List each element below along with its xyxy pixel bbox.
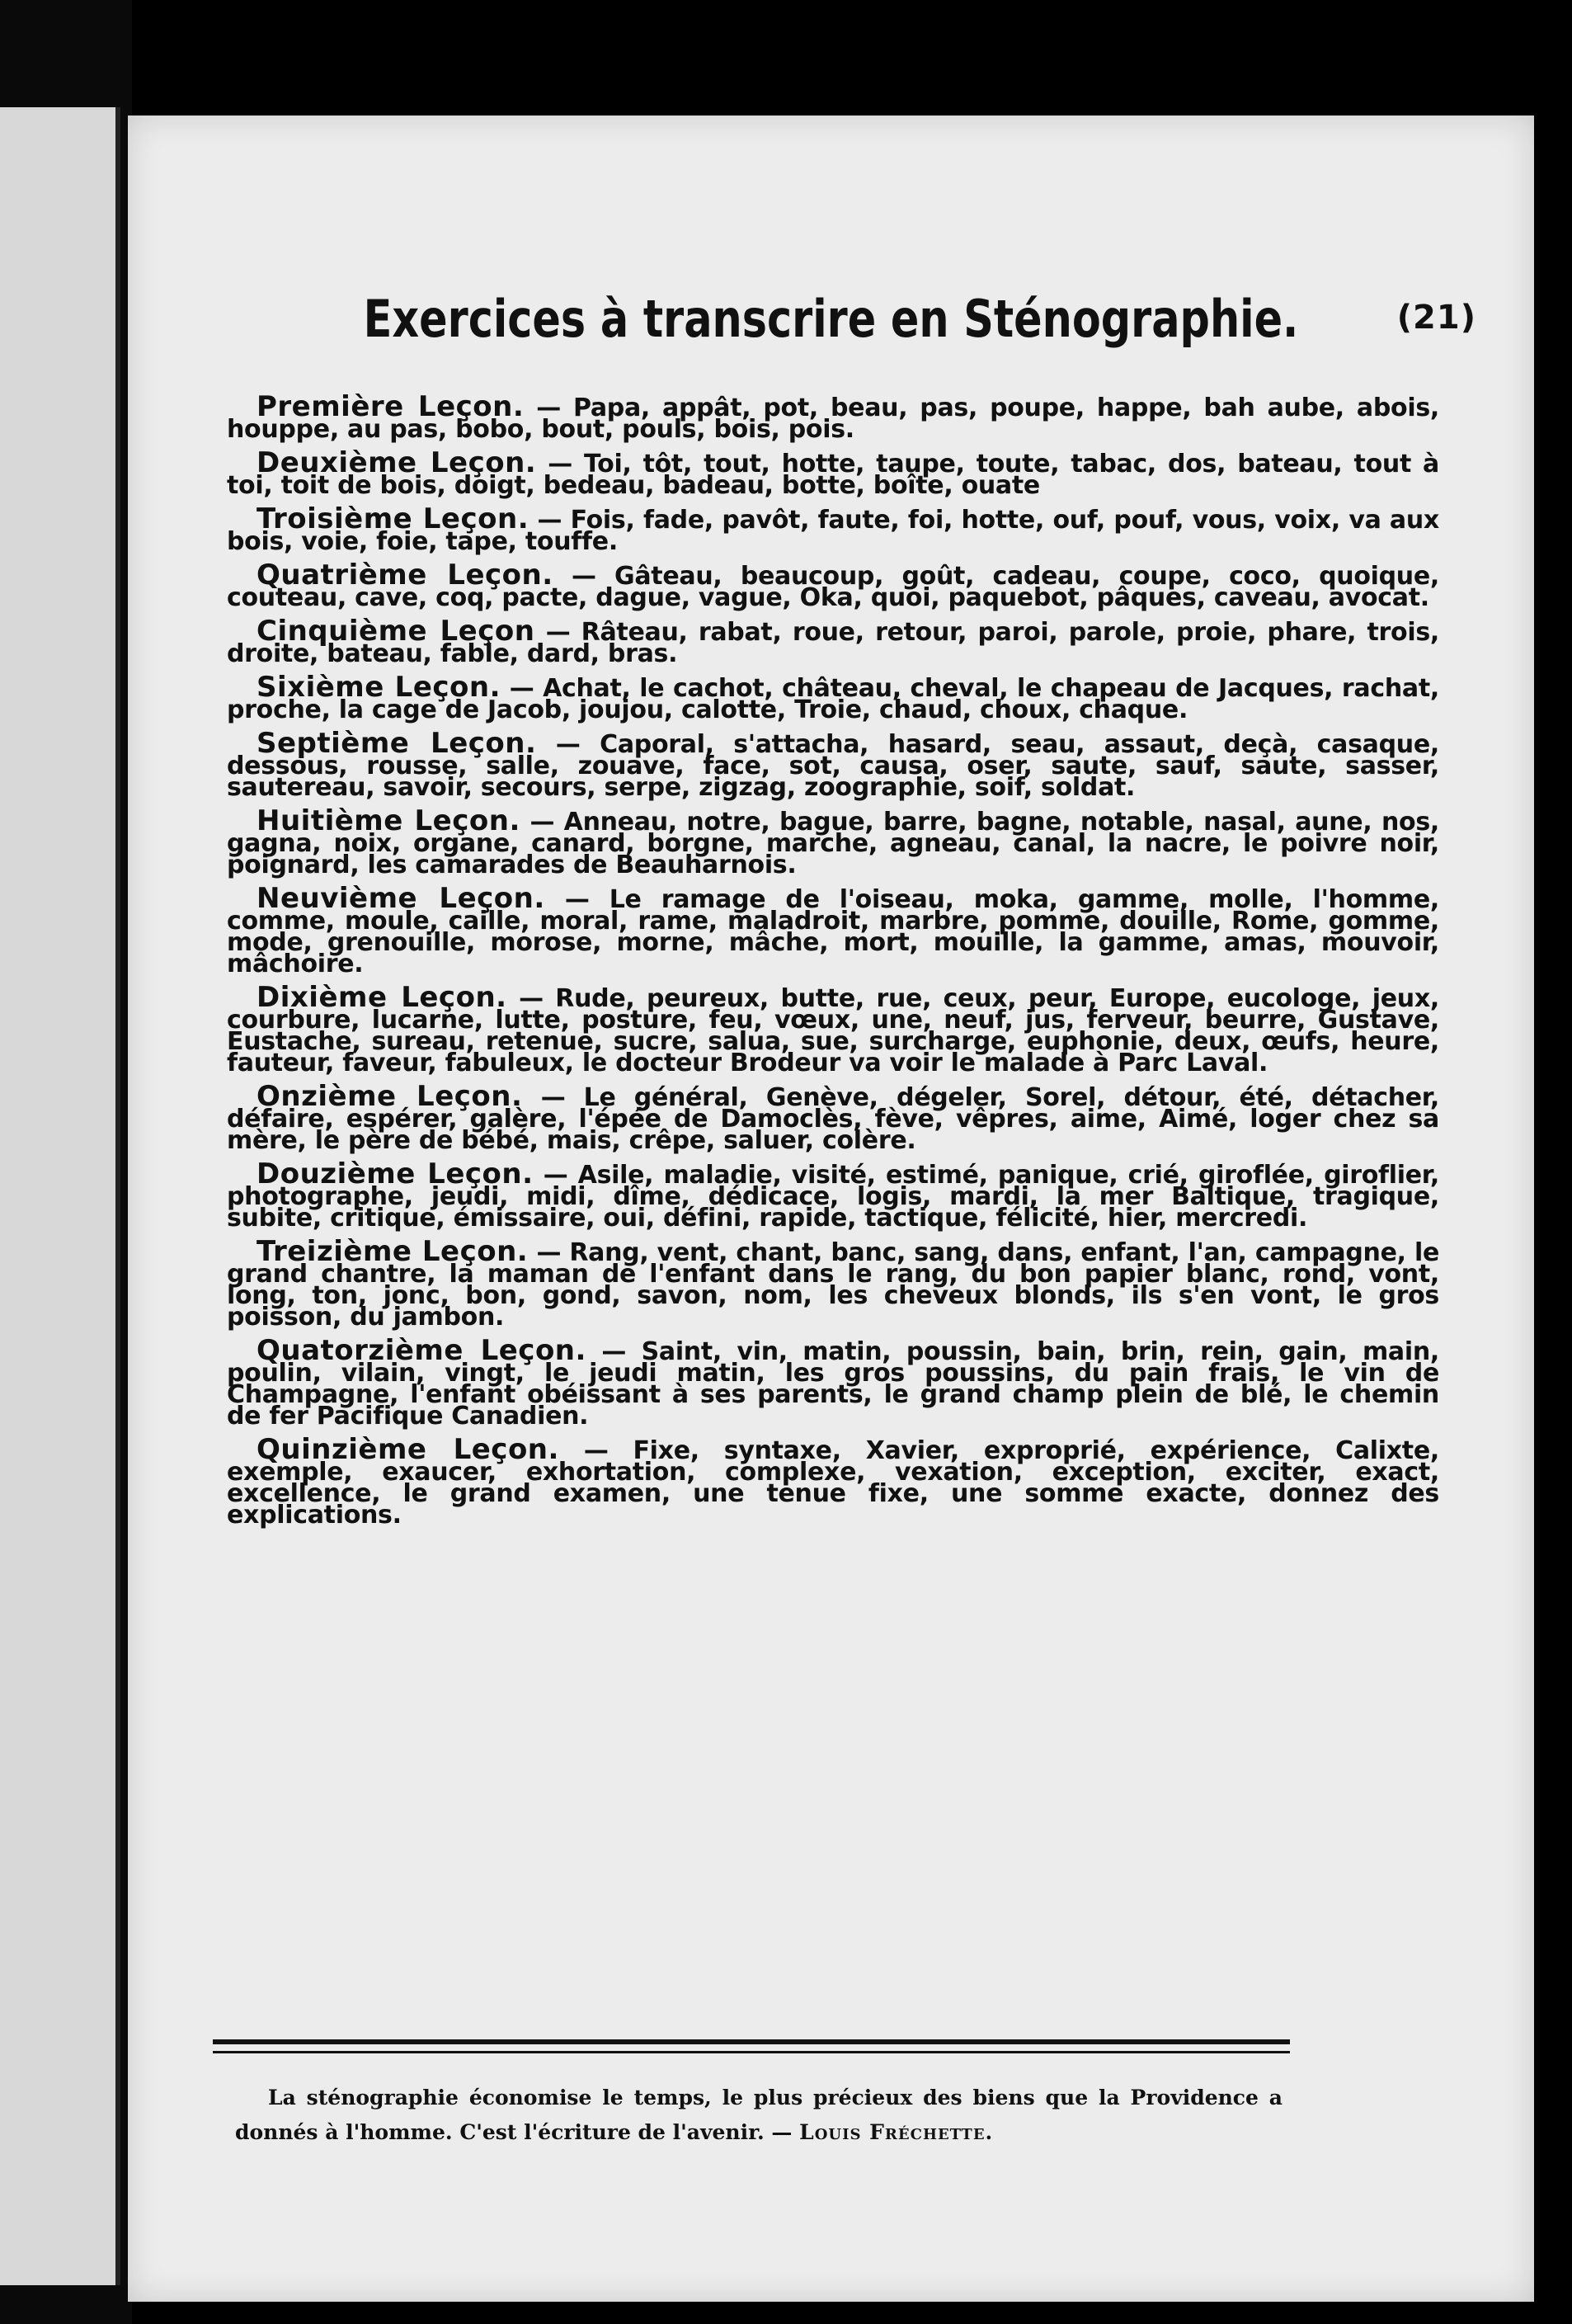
lesson-text: — Achat, le cachot, château, cheval, le chapeau de Jacques, rachat, proche, la cage de Jacob, joujou, calotte, Troie, chaud, choux, chaque. (227, 674, 1439, 724)
lesson-item (227, 882, 1439, 978)
lesson-text: — Rang, vent, chant, banc, sang, dans, enfant, l'an, campagne, le grand chantre, la maman de l'enfant dans le rang, du bon papier blanc, rond, vont, long, ton, jonc, bon, gond, savon, nom, les cheveux blonds, ils s'en vont, le gros poisson, du jambon. (227, 1238, 1439, 1332)
lesson-item (227, 502, 1439, 556)
lesson-title: Onzième Leçon. (257, 1080, 523, 1113)
lesson-title: Septième Leçon. (257, 727, 537, 760)
lesson-text: — Gâteau, beaucoup, goût, cadeau, coupe, coco, quoique, couteau, cave, coq, pacte, dague, vague, Oka, quoi, paquebot, pâques, caveau, avocat. (227, 562, 1439, 612)
quote-author: Louis Fréchette. (799, 2120, 994, 2144)
lesson-text: — Le général, Genève, dégeler, Sorel, détour, été, détacher, défaire, espérer, galère, l'épée de Damoclès, fève, vêpres, aime, Aimé, loger chez sa mère, le père de bébé, mais, crêpe, saluer, colère. (227, 1083, 1439, 1155)
lesson-text: — Rude, peureux, butte, rue, ceux, peur, Europe, eucologe, jeux, courbure, lucarne, lutte, posture, feu, vœux, une, neuf, jus, ferveur, beurre, Gustave, Eustache, sureau, retenue, sucre, salua, sue, surcharge, euphonie, deux, œufs, heure, fauteur, faveur, fabuleux, le docteur Brodeur va voir le malade à Parc Laval. (227, 984, 1439, 1077)
lesson-item (227, 1334, 1439, 1431)
lesson-item (227, 615, 1439, 668)
lesson-item (227, 1080, 1439, 1155)
lesson-text: — Fois, fade, pavôt, faute, foi, hotte, ouf, pouf, vous, voix, va aux bois, voie, foie, tape, touffe. (227, 506, 1439, 556)
lesson-item (227, 1157, 1439, 1233)
lesson-title: Troisième Leçon. (257, 502, 529, 535)
lesson-text: — Râteau, rabat, roue, retour, paroi, parole, proie, phare, trois, droite, bateau, fable, dard, bras. (227, 618, 1439, 668)
lesson-text: — Toi, tôt, tout, hotte, taupe, toute, tabac, dos, bateau, tout à toi, toit de bois, doigt, bedeau, badeau, botte, boîte, ouate (227, 450, 1439, 500)
lesson-title: Neuvième Leçon. (257, 882, 545, 915)
lesson-title: Huitième Leçon. (257, 804, 520, 837)
lesson-text: — Caporal, s'attacha, hasard, seau, assaut, deçà, casaque, dessous, rousse, salle, zouave, face, sot, causa, oser, saute, sauf, saute, sasser, sautereau, savoir, secours, serpe, zigzag, zoographie, soif, soldat. (227, 730, 1439, 802)
lesson-title: Deuxième Leçon. (257, 446, 537, 479)
lesson-item (227, 727, 1439, 802)
lesson-item (227, 390, 1439, 444)
double-rule-divider (213, 2039, 1290, 2053)
previous-page-edge (0, 107, 120, 2285)
lesson-title: Quatorzième Leçon. (257, 1334, 586, 1367)
lesson-item (227, 559, 1439, 612)
lesson-item (227, 804, 1440, 879)
lesson-item (227, 981, 1439, 1077)
lesson-text: — Papa, appât, pot, beau, pas, poupe, happe, bah aube, abois, houppe, au pas, bobo, bout, pouls, bois, pois. (227, 394, 1439, 444)
lesson-text: — Anneau, notre, bague, barre, bagne, notable, nasal, aune, nos, gagna, noix, organe, canard, borgne, marche, agneau, canal, la nacre, le poivre noir, poignard, les camarades de Beauharnois. (227, 808, 1440, 879)
quote-text: La sténographie économise le temps, le plus précieux des biens que la Providence a donnés à l'homme. C'est l'écriture de l'avenir. — (235, 2086, 1283, 2144)
book-page (128, 115, 1534, 2302)
lesson-item (227, 446, 1439, 500)
lesson-list (227, 390, 1440, 1538)
lesson-text: — Asile, maladie, visité, estimé, panique, crié, giroflée, giroflier, photographe, jeudi, midi, dîme, dédicace, logis, mardi, la mer Baltique, tragique, subite, critique, émissaire, oui, défini, rapide, tactique, félicité, hier, mercredi. (227, 1161, 1439, 1233)
footer-quote (235, 2081, 1283, 2150)
lesson-title: Quatrième Leçon. (257, 559, 553, 592)
lesson-item (227, 1433, 1439, 1530)
lesson-text: — Fixe, syntaxe, Xavier, exproprié, expérience, Calixte, exemple, exaucer, exhortation, complexe, vexation, exception, exciter, exact, excellence, le grand examen, une tenue fixe, une somme exacte, donnez des explications. (227, 1436, 1439, 1530)
page-title: Exercices à transcrire en Sténographie. (363, 289, 1299, 349)
lesson-text: — Saint, vin, matin, poussin, bain, brin, rein, gain, main, poulin, vilain, vingt, le jeudi matin, les gros poussins, du pain frais, le vin de Champagne, l'enfant obéissant à ses parents, le grand champ plein de blé, le chemin de fer Pacifique Canadien. (227, 1337, 1439, 1431)
lesson-title: Première Leçon. (257, 390, 525, 423)
page-number: (21) (1396, 299, 1476, 337)
lesson-title: Sixième Leçon. (257, 671, 501, 704)
lesson-title: Treizième Leçon. (257, 1235, 529, 1268)
lesson-item (227, 1235, 1439, 1332)
lesson-title: Dixième Leçon. (257, 981, 507, 1014)
lesson-title: Cinquième Leçon (257, 615, 535, 648)
lesson-text: — Le ramage de l'oiseau, moka, gamme, molle, l'homme, comme, moule, caille, moral, rame, maladroit, marbre, pomme, douille, Rome, gomme, mode, grenouille, morose, morne, mâche, mort, mouille, la gamme, amas, mouvoir, mâchoire. (227, 885, 1439, 978)
lesson-item (227, 671, 1439, 724)
lesson-title: Douzième Leçon. (257, 1157, 534, 1190)
lesson-title: Quinzième Leçon. (257, 1433, 559, 1466)
